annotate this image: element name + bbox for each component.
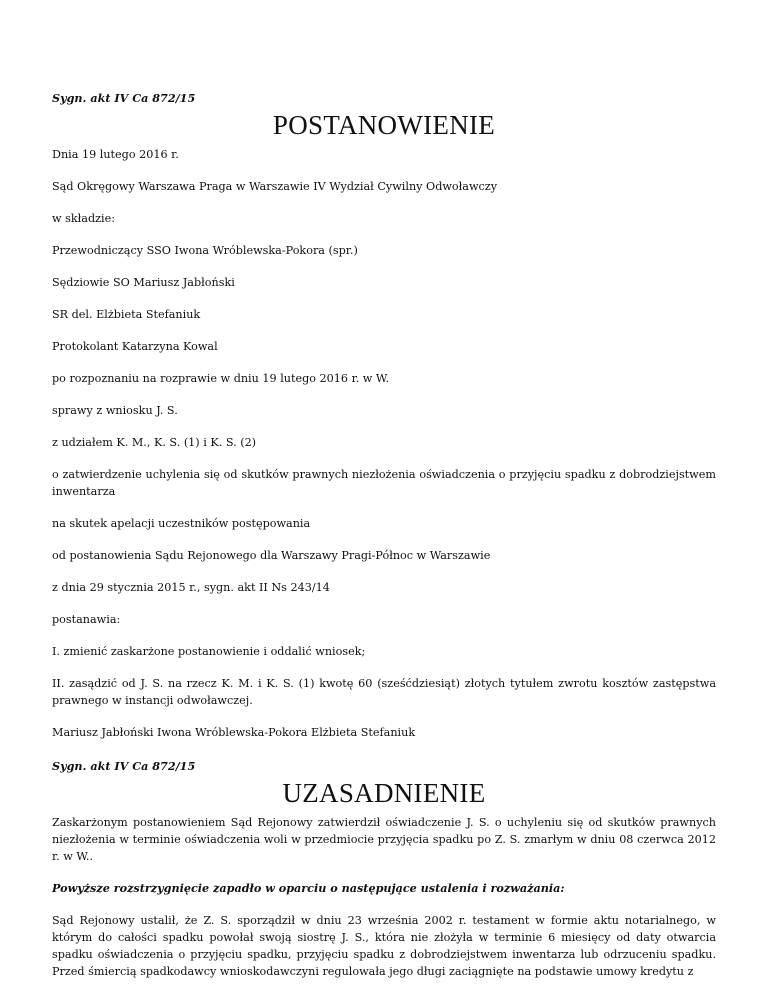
presiding-judge: Przewodniczący SSO Iwona Wróblewska-Pokora (spr.) — [52, 244, 358, 257]
justification-paragraph-2: Sąd Rejonowy ustalił, że Z. S. sporządził w dniu 23 września 2002 r. testament w formie aktu notarialnego, w którym do całości spadku powołał swoją siostrę J. S., która nie złożyła w terminie 6 miesięcy od daty otwarcia spadku oświadczenia o przyjęciu spadku, przyjęciu spadku z dobrodziejstwem inwentarza lub odrzuceniu spadku. Przed śmiercią spadkodawcy wnioskodawczyni regulowała jego długi zaciągnięte na podstawie umowy kredytu z — [52, 914, 716, 978]
case-signature-second: Sygn. akt IV Ca 872/15 — [52, 759, 196, 773]
decides-line: postanawia: — [52, 613, 121, 626]
clerk-line: Protokolant Katarzyna Kowal — [52, 340, 218, 353]
judge-second: SR del. Elżbieta Stefaniuk — [52, 308, 201, 321]
grounds-heading: Powyższe rozstrzygnięcie zapadło w oparciu o następujące ustalenia i rozważania: — [52, 881, 565, 895]
section-title: UZASADNIENIE — [282, 778, 486, 808]
justification-paragraph-1: Zaskarżonym postanowieniem Sąd Rejonowy zatwierdził oświadczenie J. S. o uchyleniu się od skutków prawnych niezłożenia w terminie oświadczenia woli w przedmiocie przyjęcia spadku po Z. S. zmarłym w dniu 08 czerwca 2012 r. w W.. — [52, 816, 716, 863]
date-line: Dnia 19 lutego 2016 r. — [52, 148, 179, 161]
decision-date-line: z dnia 29 stycznia 2015 r., sygn. akt II Ns 243/14 — [52, 581, 330, 594]
judges-line: Sędziowie SO Mariusz Jabłoński — [52, 276, 235, 289]
participants-line: z udziałem K. M., K. S. (1) i K. S. (2) — [52, 436, 257, 449]
composition-label: w składzie: — [52, 212, 115, 225]
point-two: II. zasądzić od J. S. na rzecz K. M. i K. S. (1) kwotę 60 (sześćdziesiąt) złotych tytułem zwrotu kosztów zastępstwa prawnego w instancji odwoławczej. — [52, 677, 716, 707]
signatories-line: Mariusz Jabłoński Iwona Wróblewska-Pokora Elżbieta Stefaniuk — [52, 726, 416, 739]
subject-paragraph: o zatwierdzenie uchylenia się od skutków prawnych niezłożenia oświadczenia o przyjęciu spadku z dobrodziejstwem inwentarza — [52, 468, 716, 498]
appeal-line: na skutek apelacji uczestników postępowania — [52, 517, 311, 530]
point-one: I. zmienić zaskarżone postanowienie i oddalić wniosek; — [52, 645, 366, 658]
from-decision-line: od postanowienia Sądu Rejonowego dla Warszawy Pragi-Północ w Warszawie — [52, 549, 491, 562]
page-title: POSTANOWIENIE — [272, 110, 496, 140]
case-signature: Sygn. akt IV Ca 872/15 — [52, 91, 196, 105]
court-line: Sąd Okręgowy Warszawa Praga w Warszawie IV Wydział Cywilny Odwoławczy — [52, 180, 498, 193]
hearing-line: po rozpoznaniu na rozprawie w dniu 19 lutego 2016 r. w W. — [52, 372, 390, 385]
case-from-line: sprawy z wniosku J. S. — [52, 404, 178, 417]
